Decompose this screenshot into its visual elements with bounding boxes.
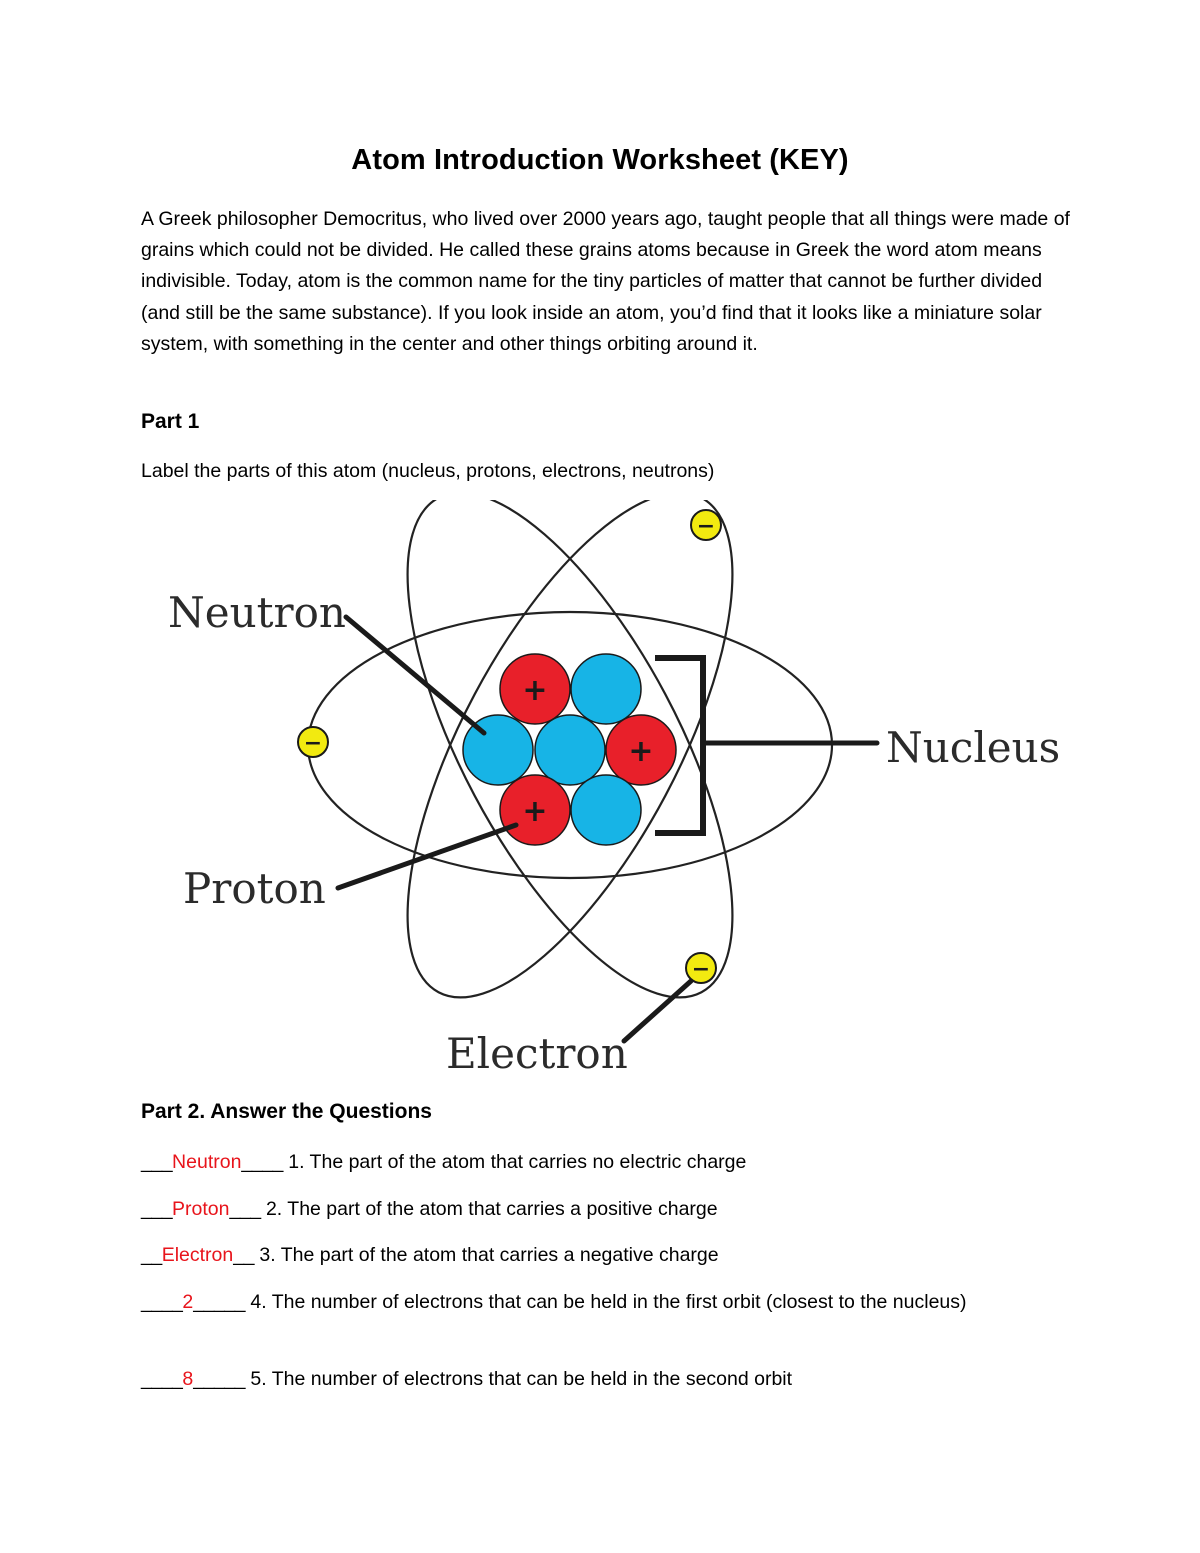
atom-diagram (150, 500, 1070, 1090)
question-4 (141, 1287, 1041, 1319)
answer-blank-post: ____ (241, 1151, 283, 1173)
part1-heading: Part 1 (141, 410, 200, 433)
answer-blank-pre: ___ (141, 1198, 173, 1220)
answer-blank-post: ___ (229, 1198, 261, 1220)
page-title: Atom Introduction Worksheet (KEY) (351, 144, 849, 176)
part1-instruction: Label the parts of this atom (nucleus, protons, electrons, neutrons) (141, 460, 715, 482)
proton-pointer (338, 825, 516, 888)
proton-sign: + (628, 734, 654, 769)
part2-heading: Part 2. Answer the Questions (141, 1100, 432, 1123)
question-1 (141, 1147, 1041, 1179)
neutron-particle (535, 715, 605, 785)
answer-blank-post: _____ (193, 1291, 245, 1313)
answer-blank-post: __ (233, 1244, 254, 1266)
answer-text: Electron (161, 1244, 234, 1266)
answer-text: Proton (172, 1198, 230, 1220)
question-text: 4. The number of electrons that can be held in the first orbit (closest to the nucleus) (244, 1291, 967, 1313)
answer-text: 2 (182, 1291, 194, 1313)
answer-blank-post: _____ (193, 1368, 245, 1390)
question-text: 5. The number of electrons that can be held in the second orbit (244, 1368, 793, 1390)
neutron-label: Neutron (168, 588, 346, 637)
electron-label: Electron (446, 1029, 628, 1078)
proton-sign: + (522, 794, 548, 829)
electron-sign: − (691, 957, 711, 982)
electron-pointer (624, 981, 691, 1041)
answer-text: Neutron (172, 1151, 242, 1173)
answer-blank-pre: ____ (141, 1291, 183, 1313)
answer-blank-pre: __ (141, 1244, 162, 1266)
neutron-particle (571, 654, 641, 724)
question-5 (141, 1364, 1041, 1396)
question-text: 1. The part of the atom that carries no electric charge (282, 1151, 747, 1173)
answer-blank-pre: ____ (141, 1368, 183, 1390)
electron-sign: − (303, 731, 323, 756)
question-2 (141, 1194, 1041, 1226)
answer-text: 8 (182, 1368, 194, 1390)
answer-blank-pre: ___ (141, 1151, 173, 1173)
neutron-particle (571, 775, 641, 845)
question-text: 2. The part of the atom that carries a positive charge (260, 1198, 718, 1220)
electron-sign: − (696, 514, 716, 539)
intro-paragraph: A Greek philosopher Democritus, who lived over 2000 years ago, taught people that all things were made of grains which could not be divided. He called these grains atoms because in Greek the word atom means indivisible. Today, atom is the common name for the tiny particles of matter that cannot be further divided (and still be the same substance). If you look inside an atom, you’d find that it looks like a miniature solar system, with something in the center and other things orbiting around it. (141, 208, 1070, 355)
question-text: 3. The part of the atom that carries a negative charge (253, 1244, 719, 1266)
nucleus-label: Nucleus (886, 723, 1061, 772)
proton-sign: + (522, 673, 548, 708)
proton-label: Proton (183, 864, 326, 913)
question-3 (141, 1240, 1041, 1272)
